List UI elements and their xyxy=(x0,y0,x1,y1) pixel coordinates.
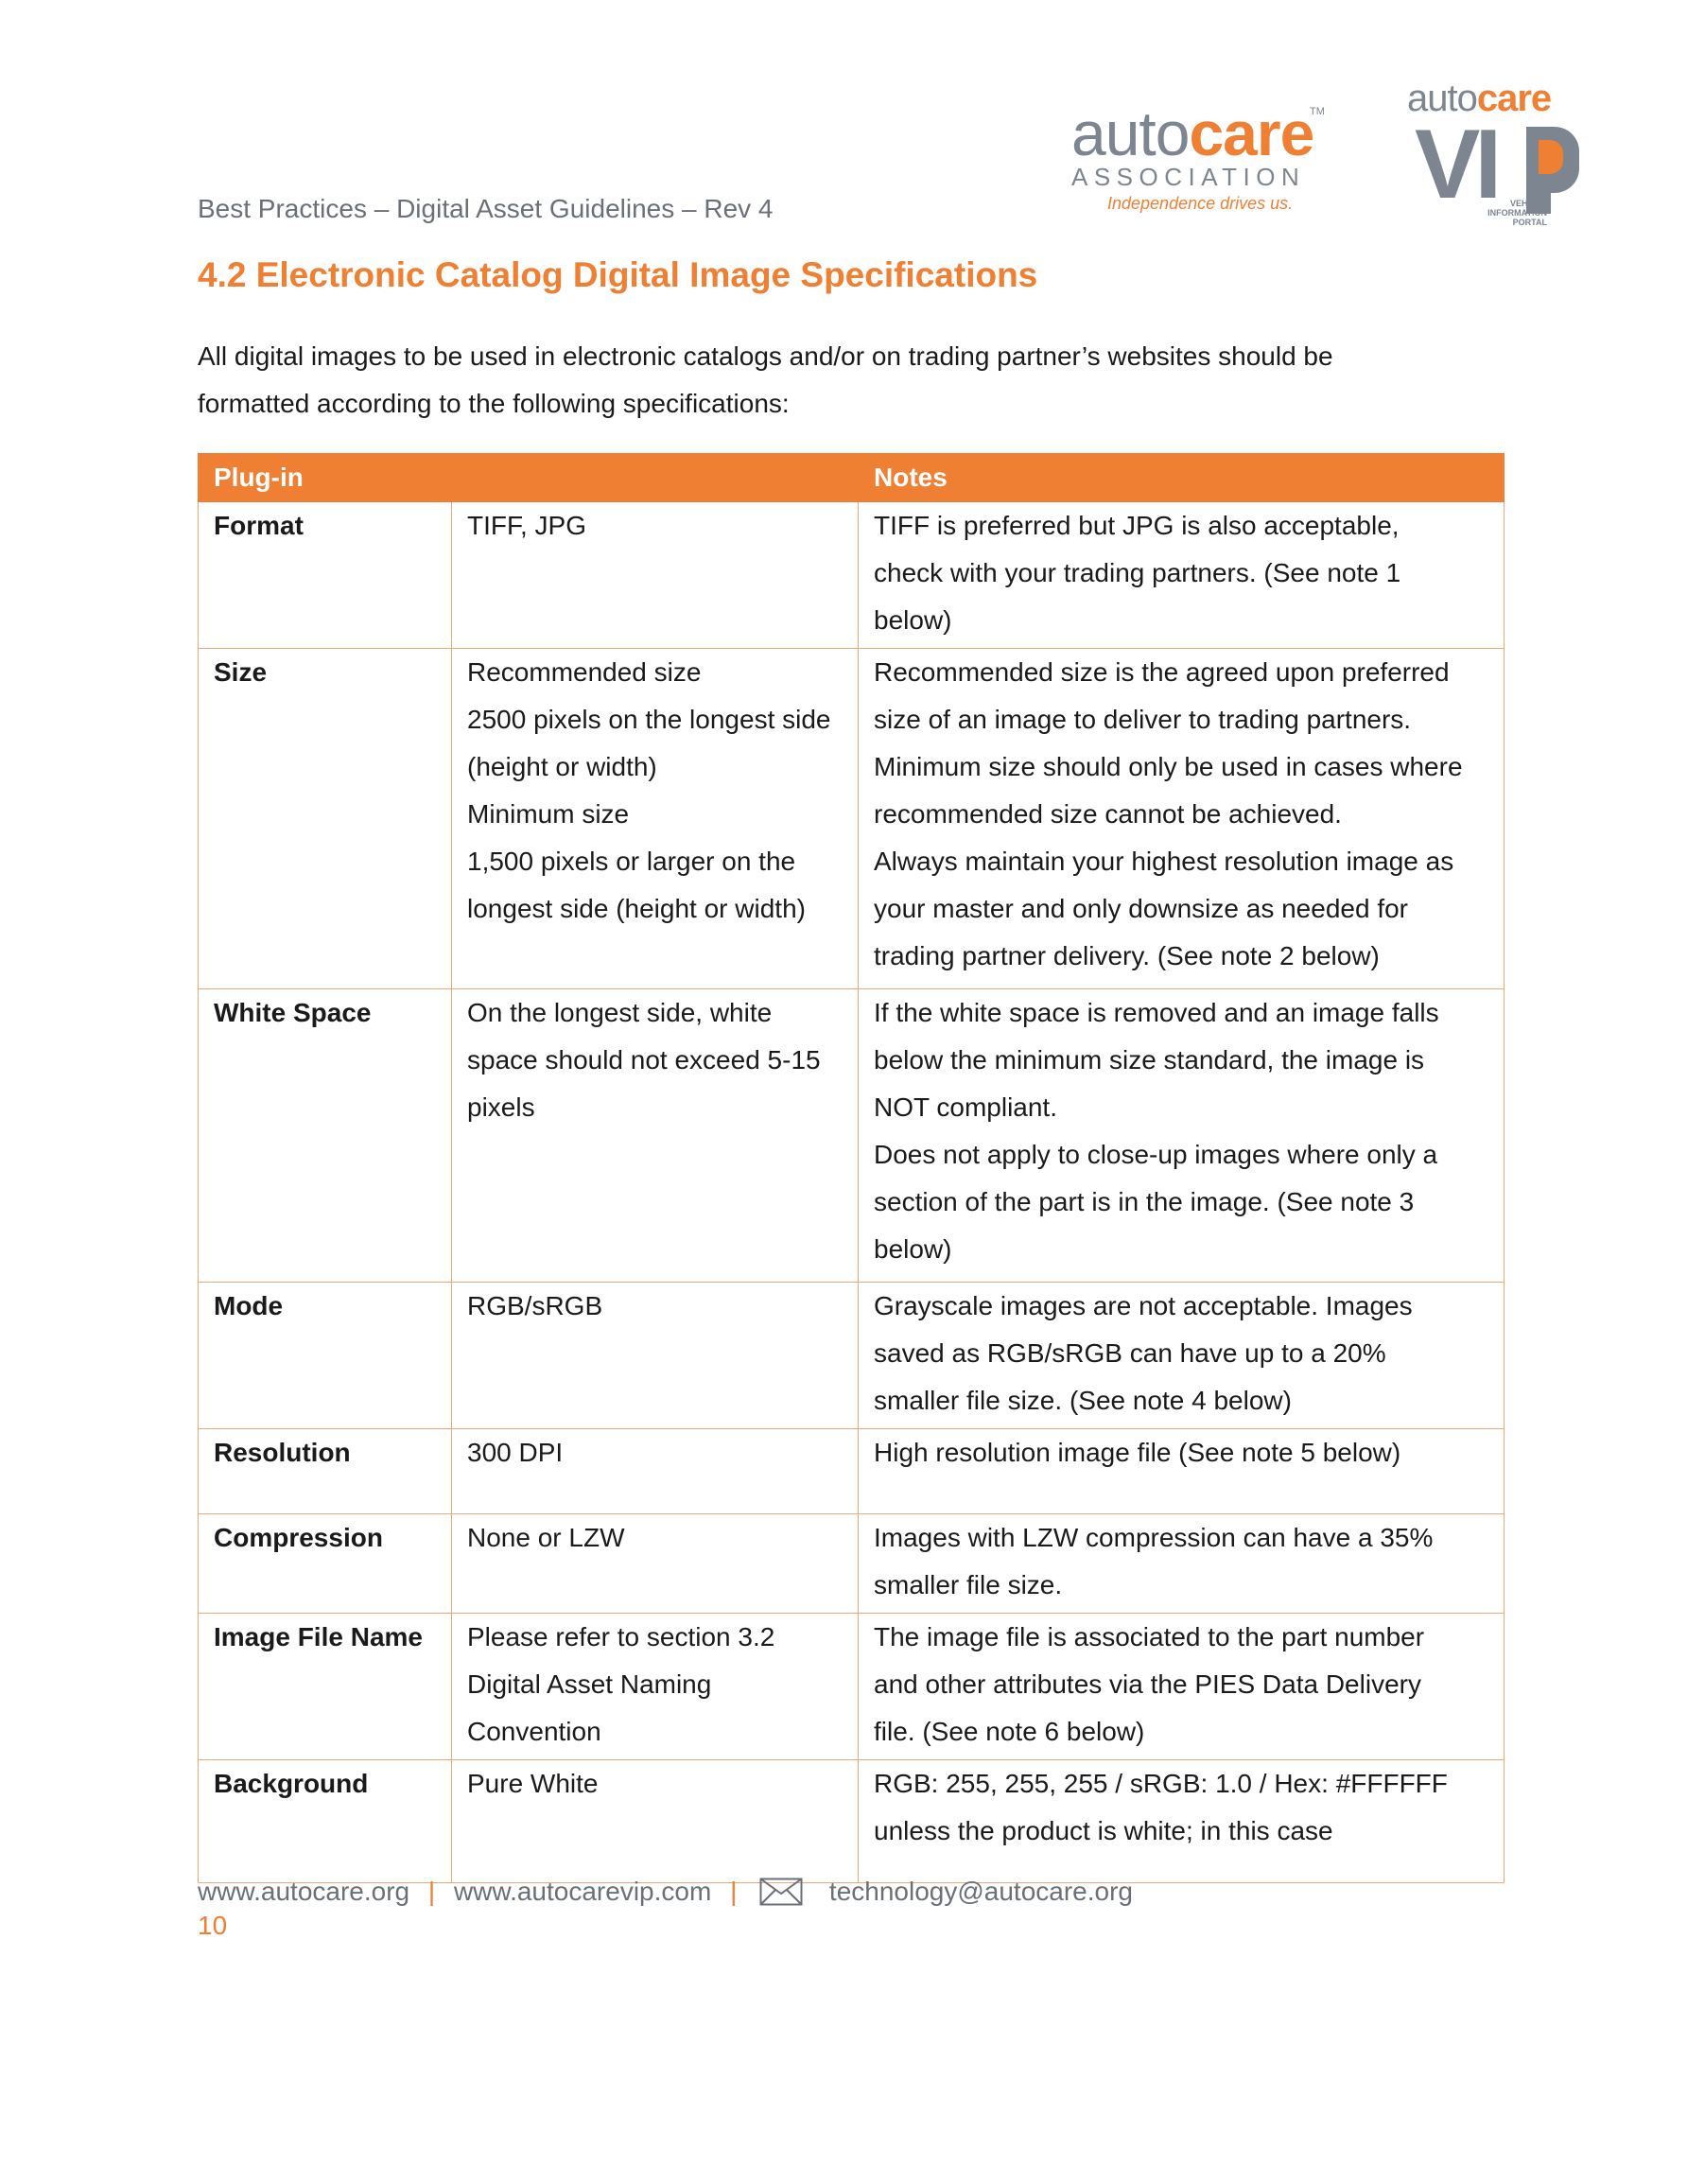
aca-logo-association: ASSOCIATION xyxy=(1071,163,1306,191)
spec-notes-line: Images with LZW compression can have a 35% xyxy=(874,1523,1434,1552)
spec-notes-line: RGB: 255, 255, 255 / sRGB: 1.0 / Hex: #FFFFFF xyxy=(874,1769,1448,1798)
spec-notes-line: saved as RGB/sRGB can have up to a 20% xyxy=(874,1338,1386,1368)
table-row xyxy=(199,1429,1504,1514)
spec-value xyxy=(452,502,859,649)
spec-value-line: longest side (height or width) xyxy=(467,894,806,923)
spec-notes xyxy=(859,1514,1504,1614)
spec-notes xyxy=(859,1614,1504,1760)
section-title: 4.2 Electronic Catalog Digital Image Specifications xyxy=(198,255,1038,294)
table-row xyxy=(199,1514,1504,1614)
spec-notes-line: recommended size cannot be achieved. xyxy=(874,799,1342,829)
spec-parameter xyxy=(199,649,452,989)
spec-value-line: Pure White xyxy=(467,1769,599,1798)
spec-parameter xyxy=(199,1614,452,1760)
spec-parameter xyxy=(199,1283,452,1429)
spec-value-line: 2500 pixels on the longest side xyxy=(467,705,831,734)
spec-parameter xyxy=(199,1514,452,1614)
spec-value-line: (height or width) xyxy=(467,752,657,781)
footer-separator: | xyxy=(730,1877,738,1906)
vip-logo-caption: VEHICLE INFORMATION PORTAL xyxy=(1487,199,1547,227)
spec-notes-line: Recommended size is the agreed upon preferred xyxy=(874,657,1450,687)
spec-notes-line: below) xyxy=(874,605,952,635)
vip-logo-letters: VI xyxy=(1415,110,1497,219)
spec-value-line: Minimum size xyxy=(467,799,630,829)
spec-notes-line: check with your trading partners. (See note 1 xyxy=(874,558,1401,587)
spec-notes-line: smaller file size. (See note 4 below) xyxy=(874,1386,1292,1415)
spec-value-line: Please refer to section 3.2 xyxy=(467,1622,775,1651)
spec-value-line: pixels xyxy=(467,1092,535,1122)
spec-notes-line: Always maintain your highest resolution image as xyxy=(874,847,1454,876)
spec-notes-line: and other attributes via the PIES Data Delivery xyxy=(874,1669,1421,1699)
spec-value xyxy=(452,1760,859,1883)
spec-parameter-label: Background xyxy=(214,1769,369,1798)
spec-notes-line: Minimum size should only be used in cases where xyxy=(874,752,1463,781)
table-row xyxy=(199,1760,1504,1883)
spec-notes-line: NOT compliant. xyxy=(874,1092,1057,1122)
spec-notes-line: Grayscale images are not acceptable. Images xyxy=(874,1291,1413,1320)
table-row xyxy=(199,502,1504,649)
spec-value-line: RGB/sRGB xyxy=(467,1291,603,1320)
spec-parameter-label: Size xyxy=(214,657,268,687)
spec-notes xyxy=(859,502,1504,649)
spec-notes-line: Does not apply to close-up images where only a xyxy=(874,1140,1438,1169)
spec-parameter-label: Image File Name xyxy=(214,1622,423,1651)
spec-value xyxy=(452,1283,859,1429)
spec-notes-line: TIFF is preferred but JPG is also acceptable, xyxy=(874,511,1400,540)
spec-notes-line: If the white space is removed and an image falls xyxy=(874,998,1439,1027)
spec-parameter-label: Format xyxy=(214,511,304,540)
spec-value xyxy=(452,649,859,989)
footer-link-autocare[interactable]: www.autocare.org xyxy=(198,1877,410,1906)
footer-link-autocarevip[interactable]: www.autocarevip.com xyxy=(453,1877,712,1906)
spec-notes-line: below the minimum size standard, the image is xyxy=(874,1045,1425,1075)
table-header-row xyxy=(199,454,1504,502)
intro-line: All digital images to be used in electronic catalogs and/or on trading partner’s websites should be xyxy=(198,341,1333,371)
table-row xyxy=(199,1614,1504,1760)
spec-value xyxy=(452,1614,859,1760)
table-row xyxy=(199,989,1504,1283)
spec-notes-line: section of the part is in the image. (See note 3 xyxy=(874,1187,1415,1216)
spec-value-line: None or LZW xyxy=(467,1523,625,1552)
footer-separator: | xyxy=(427,1877,436,1906)
spec-notes-line: your master and only downsize as needed for xyxy=(874,894,1408,923)
envelope-icon xyxy=(759,1878,803,1906)
spec-value xyxy=(452,989,859,1283)
intro-line: formatted according to the following specifications: xyxy=(198,389,790,418)
spec-value xyxy=(452,1514,859,1614)
aca-logo-wordmark: autocare xyxy=(1071,98,1314,168)
image-spec-table xyxy=(198,453,1504,1883)
table-row xyxy=(199,1283,1504,1429)
spec-notes-line: size of an image to deliver to trading partners. xyxy=(874,705,1412,734)
vip-logo-p-accent xyxy=(1539,140,1563,174)
aca-logo-tagline: Independence drives us. xyxy=(1107,194,1294,213)
spec-notes xyxy=(859,1760,1504,1883)
spec-parameter-label: Resolution xyxy=(214,1438,351,1467)
spec-value-line: space should not exceed 5-15 xyxy=(467,1045,821,1075)
header-plugin: Plug-in xyxy=(199,454,859,502)
page-footer xyxy=(198,1877,1133,1907)
spec-notes xyxy=(859,989,1504,1283)
spec-notes xyxy=(859,1429,1504,1514)
page-number: 10 xyxy=(198,1911,228,1940)
spec-notes xyxy=(859,649,1504,989)
spec-parameter xyxy=(199,1429,452,1514)
aca-logo-trademark: TM xyxy=(1310,106,1325,117)
spec-notes-line: trading partner delivery. (See note 2 below) xyxy=(874,941,1380,970)
spec-value-line: 300 DPI xyxy=(467,1438,564,1467)
spec-notes xyxy=(859,1283,1504,1429)
spec-value-line: Recommended size xyxy=(467,657,702,687)
header-notes: Notes xyxy=(859,454,1504,502)
spec-parameter xyxy=(199,502,452,649)
spec-notes-line: unless the product is white; in this case xyxy=(874,1816,1333,1845)
spec-parameter-label: Compression xyxy=(214,1523,383,1552)
intro-paragraph xyxy=(198,333,1503,428)
vip-logo-wordmark: autocare xyxy=(1407,78,1552,119)
spec-value xyxy=(452,1429,859,1514)
spec-notes-line: The image file is associated to the part number xyxy=(874,1622,1425,1651)
spec-value-line: 1,500 pixels or larger on the xyxy=(467,847,796,876)
spec-notes-line: file. (See note 6 below) xyxy=(874,1717,1145,1746)
spec-parameter-label: Mode xyxy=(214,1291,284,1320)
table-row xyxy=(199,649,1504,989)
spec-value-line: On the longest side, white xyxy=(467,998,773,1027)
spec-notes-line: High resolution image file (See note 5 below) xyxy=(874,1438,1401,1467)
autocare-association-logo xyxy=(1071,98,1346,213)
spec-value-line: TIFF, JPG xyxy=(467,511,586,540)
spec-value-line: Digital Asset Naming xyxy=(467,1669,712,1699)
spec-value-line: Convention xyxy=(467,1717,601,1746)
spec-notes-line: smaller file size. xyxy=(874,1570,1063,1599)
spec-parameter xyxy=(199,989,452,1283)
spec-parameter xyxy=(199,1760,452,1883)
autocare-vip-logo xyxy=(1407,78,1596,238)
footer-email[interactable]: technology@autocare.org xyxy=(828,1877,1133,1906)
running-header: Best Practices – Digital Asset Guidelines – Rev 4 xyxy=(198,194,774,223)
spec-parameter-label: White Space xyxy=(214,998,372,1027)
spec-notes-line: below) xyxy=(874,1234,952,1264)
